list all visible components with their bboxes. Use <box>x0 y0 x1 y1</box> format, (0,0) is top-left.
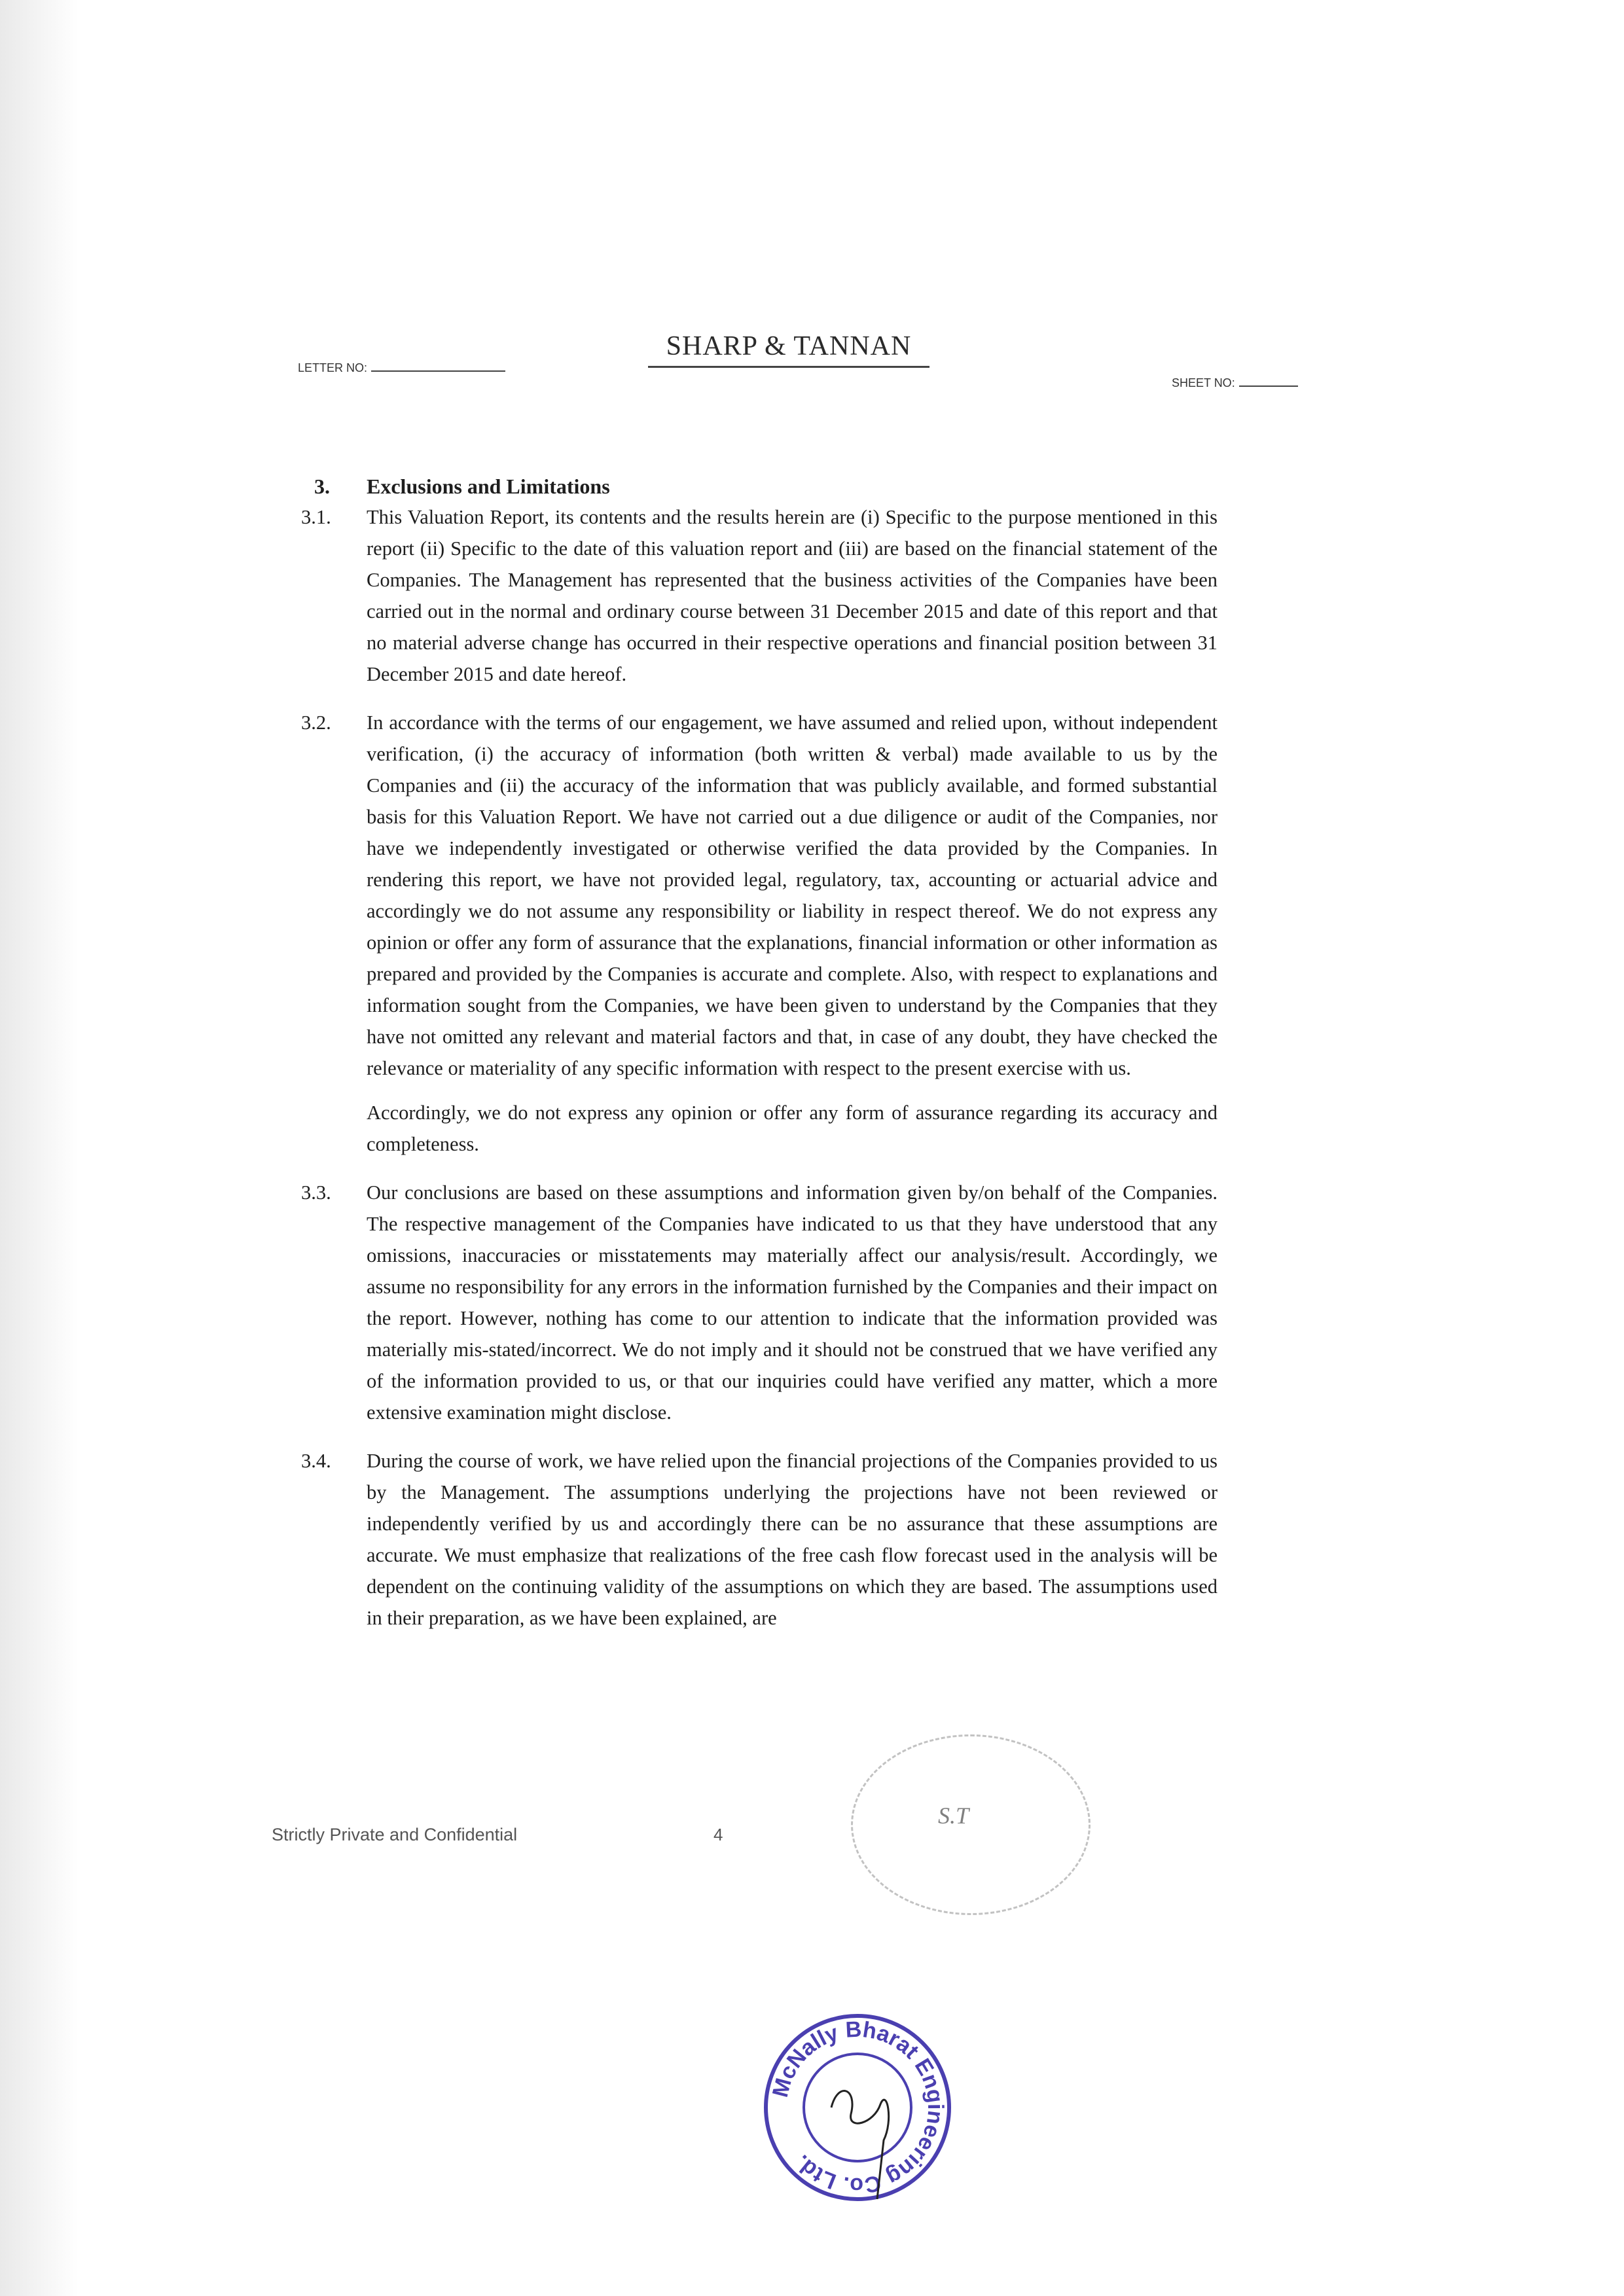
paragraph-3-2 <box>288 707 1218 1160</box>
paragraph-body-continued: Accordingly, we do not express any opinion or offer any form of assurance regarding its accuracy and completeness. <box>367 1102 1218 1155</box>
paragraph-3-4 <box>288 1445 1218 1634</box>
document-body <box>288 475 1218 1651</box>
paragraph-text <box>367 1177 1218 1428</box>
paragraph-3-3 <box>288 1177 1218 1428</box>
firm-stamp <box>851 1734 1091 1915</box>
paragraph-body: During the course of work, we have relied upon the financial projections of the Companies provided to us by the Management. The assumptions underlying the projections have not been reviewed or independently verified by us and accordingly there can be no assurance that these assumptions are accurate. We must emphasize that realizations of the free cash flow forecast used in the analysis will be dependent on the continuing validity of the assumptions on which they are based. The assumptions used in their preparation, as we have been explained, are <box>367 1450 1218 1629</box>
sheet-no-field <box>1172 376 1298 390</box>
paragraph-number: 3.4. <box>301 1450 331 1472</box>
paragraph-body: In accordance with the terms of our engagement, we have assumed and relied upon, without independent verification, (i) the accuracy of information (both written & verbal) made available to us by the Companies and (ii) the accuracy of the information that was publicly available, and formed substantial basis for this Valuation Report. We have not carried out a due diligence or audit of the Companies, nor have we independently investigated or otherwise verified the data provided by the Companies. In rendering this report, we have not provided legal, regulatory, tax, accounting or actuarial advice and accordingly we do not assume any responsibility or liability in respect thereof. We do not express any opinion or offer any form of assurance that the explanations, financial information or other information as prepared and provided by the Companies is accurate and complete. Also, with respect to explanations and information sought from the Companies, we have been given to understand by the Companies that they have not omitted any relevant and material factors and that, in case of any doubt, they have checked the relevance or materiality of any specific information with respect to the present exercise with us. <box>367 711 1218 1079</box>
paragraph-body: This Valuation Report, its contents and the results herein are (i) Specific to the purpose mentioned in this report (ii) Specific to the date of this valuation report and (iii) are based on the financial statement of the Companies. The Management has represented that the business activities of the Companies have been carried out in the normal and ordinary course between 31 December 2015 and date of this report and that no material adverse change has occurred in their respective operations and financial position between 31 December 2015 and date hereof. <box>367 506 1218 685</box>
paragraph-3-1 <box>288 501 1218 690</box>
paragraph-body: Our conclusions are based on these assumptions and information given by/on behalf of the Companies. The respective management of the Companies have indicated to us that they have understood that any omissions, inaccuracies or misstatements may materially affect our analysis/result. Accordingly, we assume no responsibility for any errors in the information furnished by the Companies and their impact on the report. However, nothing has come to our attention to indicate that the information provided was materially mis-stated/incorrect. We do not imply and it should not be construed that we have verified any of the information provided to us, or that our inquiries could have verified any matter, which a more extensive examination might disclose. <box>367 1181 1218 1424</box>
section-title: Exclusions and Limitations <box>367 475 610 498</box>
seal-outer-ring <box>766 2016 949 2199</box>
letterhead-firm-name: SHARP & TANNAN <box>648 331 929 368</box>
seal-text-path: McNally Bharat Engineering Co. Ltd. <box>767 2017 948 2198</box>
sheet-no-blank <box>1239 386 1298 387</box>
paragraph-text <box>367 1445 1218 1634</box>
section-heading <box>288 475 1218 499</box>
scan-edge-shading <box>0 0 79 2296</box>
paragraph-text <box>367 501 1218 690</box>
sheet-no-label: SHEET NO: <box>1172 376 1235 389</box>
letter-no-field <box>298 361 505 375</box>
paragraph-number: 3.2. <box>301 711 331 734</box>
seal-text <box>768 2017 948 2198</box>
paragraph-text <box>367 707 1218 1160</box>
letter-no-label: LETTER NO: <box>298 361 368 374</box>
page-number: 4 <box>713 1825 723 1844</box>
company-seal <box>759 2009 956 2206</box>
paragraph-number: 3.1. <box>301 506 331 528</box>
paragraph-number: 3.3. <box>301 1181 331 1204</box>
firm-stamp-initials: S.T <box>938 1803 969 1829</box>
letter-no-blank <box>371 370 505 372</box>
confidentiality-footer: Strictly Private and Confidential <box>272 1825 518 1844</box>
seal-inner-ring <box>804 2054 911 2161</box>
section-number: 3. <box>314 475 330 498</box>
